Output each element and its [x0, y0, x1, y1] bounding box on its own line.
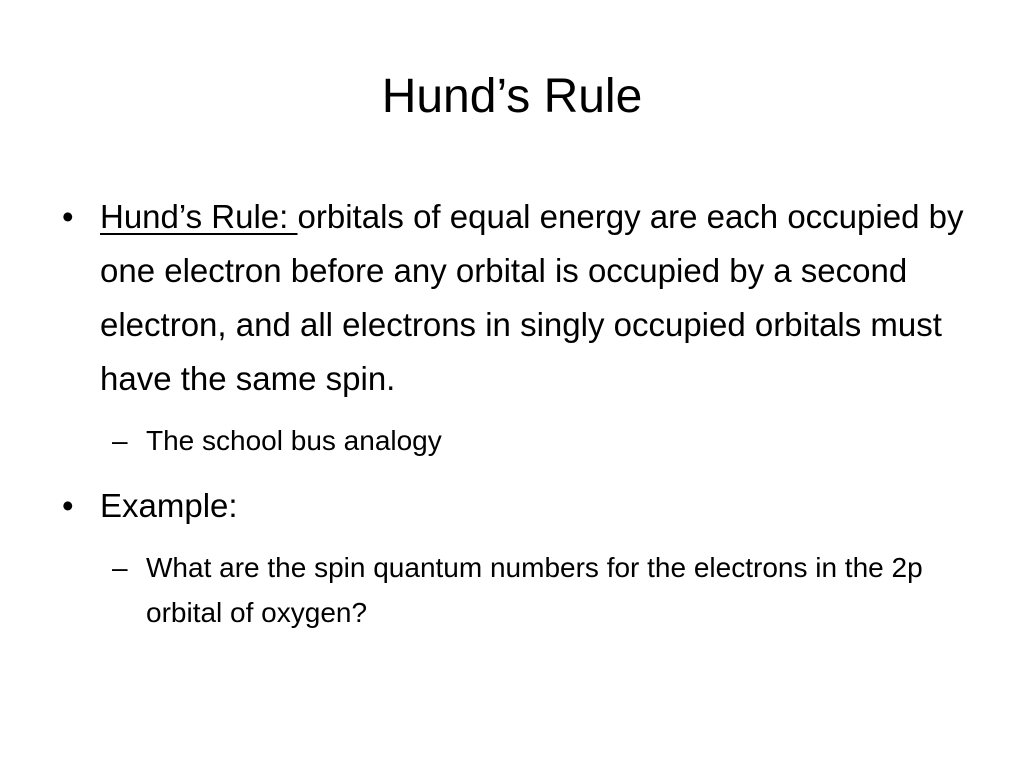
- subitem-question: [62, 545, 972, 635]
- subitem-school-bus: [62, 418, 972, 463]
- bullet-icon: •: [62, 198, 74, 235]
- definition-text: orbitals of equal energy are each occupied by one electron before any orbital is occupied by a second electron, and all electrons in singly occupied orbitals must have the same spin.: [100, 198, 964, 397]
- bullet-icon: •: [62, 487, 74, 524]
- sub-bullet-icon: –: [112, 425, 128, 456]
- sub-bullet-icon: –: [112, 552, 128, 583]
- bullet-example: [62, 479, 972, 533]
- slide-title: Hund’s Rule: [381, 70, 643, 123]
- term-hunds-rule: Hund’s Rule:: [100, 198, 298, 235]
- subitem-text: The school bus analogy: [146, 425, 442, 456]
- slide-content: [62, 190, 972, 635]
- example-label: Example:: [100, 487, 238, 524]
- question-text: What are the spin quantum numbers for the electrons in the 2p orbital of oxygen?: [146, 552, 923, 628]
- bullet-hunds-rule: [62, 190, 972, 406]
